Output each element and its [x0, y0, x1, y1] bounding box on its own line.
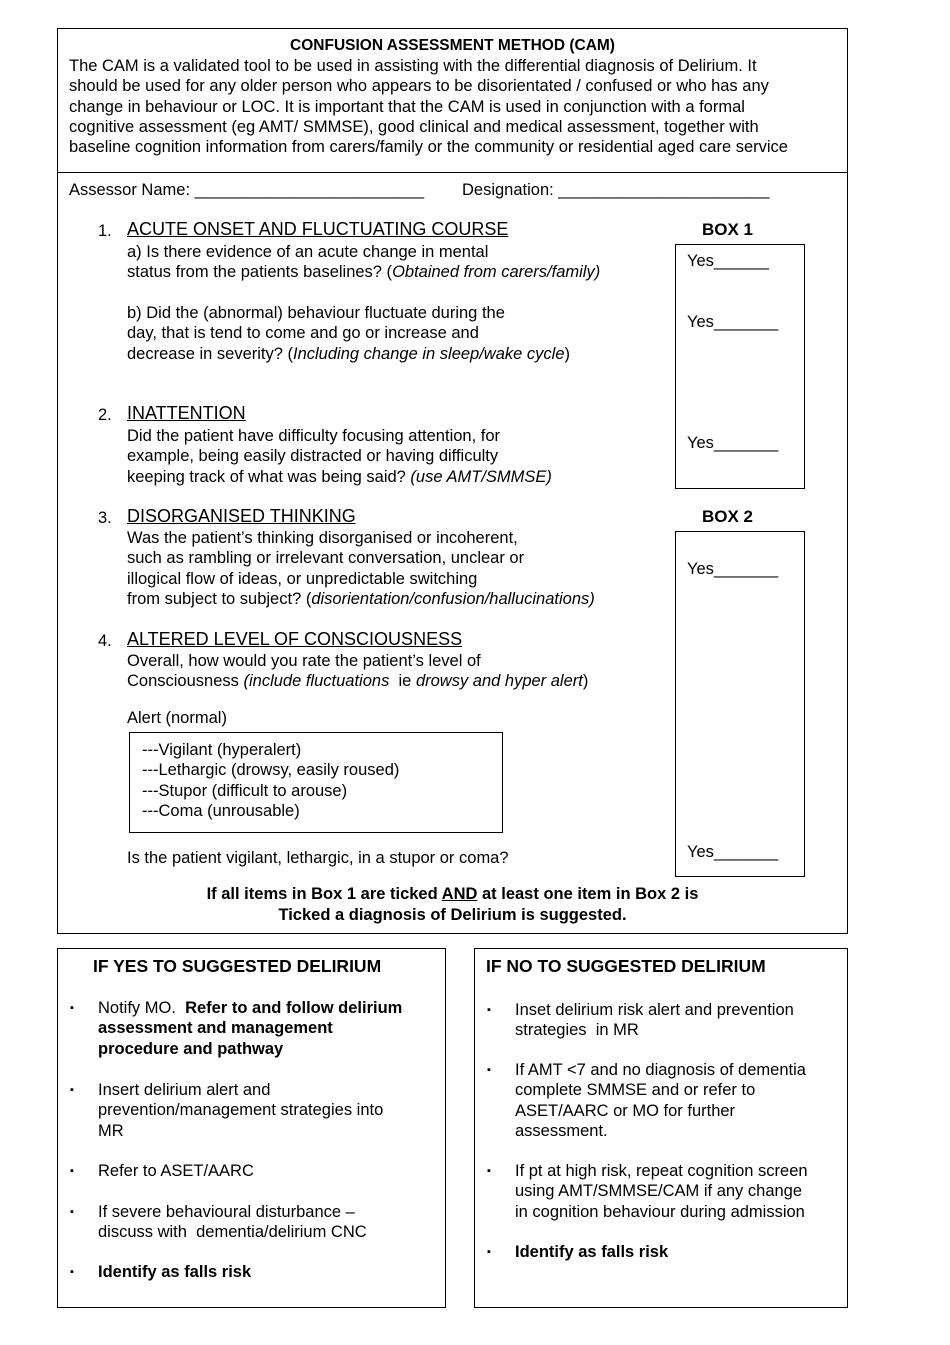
box-2-yes-consciousness[interactable]: Yes_______ [687, 843, 779, 861]
conclusion-text: at least one item in Box 2 is [477, 885, 699, 903]
no-item-line: If pt at high risk, repeat cognition screen [515, 1162, 808, 1180]
yes-item-refer-aset: Refer to ASET/AARC [98, 1162, 254, 1180]
intro-line: baseline cognition information from carers/family or the community or residential aged care service [69, 138, 788, 157]
yes-item-behavioural [98, 1202, 367, 1243]
no-item-line: using AMT/SMMSE/CAM if any change [515, 1182, 803, 1201]
bullet-icon: ▪ [487, 1165, 491, 1177]
box-2-label: BOX 2 [702, 507, 754, 526]
intro-line: change in behaviour or LOC. It is important that the CAM is used in conjunction with a formal [69, 97, 745, 116]
no-item-line: ASET/AARC or MO for further [515, 1101, 736, 1120]
bullet-icon: ▪ [70, 1084, 74, 1096]
item-1-question-b [127, 303, 570, 364]
no-item-falls-risk: Identify as falls risk [515, 1243, 669, 1261]
box-1-yes-inattention[interactable]: Yes_______ [687, 434, 779, 452]
no-item-high-risk [515, 1161, 808, 1222]
bullet-icon: ▪ [70, 1002, 74, 1014]
conclusion-text: If all items in Box 1 are ticked [206, 885, 442, 903]
yes-item-bold: assessment and management [98, 1019, 333, 1038]
item-2-line [127, 467, 552, 487]
intro-line: cognitive assessment (eg AMT/ SMMSE), good clinical and medical assessment, together with [69, 117, 759, 136]
yes-item-falls-risk: Identify as falls risk [98, 1263, 252, 1281]
item-2-line: Did the patient have difficulty focusing attention, for [127, 427, 501, 445]
header-divider [57, 172, 848, 173]
no-item-line: complete SMMSE and or refer to [515, 1081, 756, 1100]
item-1-title: ACUTE ONSET AND FLUCTUATING COURSE [127, 219, 509, 239]
box-2-yes-disorganised[interactable]: Yes_______ [687, 560, 779, 578]
item-3-number: 3. [98, 509, 112, 527]
item-1b-end: ) [564, 344, 571, 363]
yes-item-line: prevention/management strategies into [98, 1101, 384, 1120]
item-1-question-a [127, 242, 600, 283]
item-4-final-question: Is the patient vigilant, lethargic, in a stupor or coma? [127, 849, 509, 867]
yes-item-line: MR [98, 1121, 124, 1140]
item-2-note: (use AMT/SMMSE) [410, 467, 552, 486]
yes-item-line [98, 998, 402, 1018]
item-4-end: ) [582, 672, 589, 691]
item-4-text: ie [389, 672, 416, 691]
item-4-line: Overall, how would you rate the patient’s level of [127, 652, 481, 670]
item-4-note: (include fluctuations [243, 672, 390, 691]
bullet-icon: ▪ [70, 1206, 74, 1218]
item-1a-text: status from the patients baselines? ( [127, 263, 393, 282]
item-1b-text: decrease in severity? ( [127, 344, 293, 363]
item-1b-note: Including change in sleep/wake cycle [293, 344, 565, 363]
item-2-question [127, 426, 552, 487]
intro-line: should be used for any older person who appears to be disorientated / confused or who has any [69, 77, 769, 96]
item-2-title: INATTENTION [127, 403, 246, 423]
box-1-yes-acute-change[interactable]: Yes______ [687, 252, 769, 270]
item-3-text: from subject to subject? ( [127, 589, 312, 608]
yes-item-notify-mo [98, 998, 402, 1059]
item-1a-line [127, 262, 600, 282]
conclusion-and: AND [441, 885, 478, 903]
box-1-yes-fluctuation[interactable]: Yes_______ [687, 313, 779, 331]
item-1a-line: a) Is there evidence of an acute change in mental [127, 243, 489, 261]
yes-item-line: discuss with dementia/delirium CNC [98, 1223, 367, 1242]
yes-item-line: If severe behavioural disturbance – [98, 1203, 355, 1221]
yes-panel-title: IF YES TO SUGGESTED DELIRIUM [93, 956, 382, 976]
yes-item-insert-alert [98, 1080, 383, 1141]
item-3-note: disorientation/confusion/hallucinations) [311, 589, 595, 608]
bullet-icon: ▪ [70, 1266, 74, 1278]
no-item-line: Inset delirium risk alert and prevention [515, 1001, 794, 1019]
no-panel-title: IF NO TO SUGGESTED DELIRIUM [486, 956, 766, 976]
item-3-line: illogical flow of ideas, or unpredictable switching [127, 569, 478, 588]
item-1b-line [127, 344, 570, 364]
item-4-text: Consciousness [127, 672, 244, 691]
yes-item-bold: procedure and pathway [98, 1039, 284, 1058]
bullet-icon: ▪ [487, 1004, 491, 1016]
yes-item-bold: Refer to and follow delirium [185, 999, 403, 1017]
bullet-icon: ▪ [487, 1064, 491, 1076]
item-4-question [127, 651, 588, 692]
bullet-icon: ▪ [70, 1165, 74, 1177]
bullet-icon: ▪ [487, 1246, 491, 1258]
item-3-line: such as rambling or irrelevant conversation, unclear or [127, 549, 525, 568]
no-item-line: strategies in MR [515, 1021, 639, 1040]
item-2-text: keeping track of what was being said? [127, 467, 411, 486]
no-item-line: in cognition behaviour during admission [515, 1202, 805, 1221]
item-1a-source: Obtained from carers/family) [392, 263, 601, 282]
level-vigilant: ---Vigilant (hyperalert) [142, 741, 302, 759]
item-1b-line: b) Did the (abnormal) behaviour fluctuate during the [127, 304, 505, 322]
no-item-amt [515, 1060, 806, 1141]
item-3-line: Was the patient’s thinking disorganised or incoherent, [127, 529, 518, 547]
item-2-line: example, being easily distracted or having difficulty [127, 447, 499, 466]
level-stupor: ---Stupor (difficult to arouse) [142, 781, 348, 800]
alert-normal-label: Alert (normal) [127, 709, 227, 727]
designation-field[interactable]: Designation: _______________________ [462, 181, 770, 199]
consciousness-levels-list [142, 740, 399, 821]
item-3-question [127, 528, 595, 609]
box-2 [675, 531, 805, 877]
item-2-number: 2. [98, 406, 112, 424]
item-3-title: DISORGANISED THINKING [127, 506, 356, 526]
assessor-name-field[interactable]: Assessor Name: _________________________ [69, 181, 425, 199]
item-4-note: drowsy and hyper alert [415, 672, 583, 691]
item-1-number: 1. [98, 222, 112, 240]
conclusion-line-1 [57, 884, 848, 904]
item-3-line [127, 589, 595, 609]
no-item-risk-alert [515, 1000, 794, 1041]
no-item-line: If AMT <7 and no diagnosis of dementia [515, 1061, 806, 1079]
level-coma: ---Coma (unrousable) [142, 801, 300, 820]
conclusion-line-2: Ticked a diagnosis of Delirium is suggested. [278, 906, 627, 924]
no-item-line: assessment. [515, 1121, 608, 1140]
box-1-label: BOX 1 [702, 220, 754, 239]
item-4-line [127, 671, 588, 691]
item-4-title: ALTERED LEVEL OF CONSCIOUSNESS [127, 629, 463, 649]
page-title: CONFUSION ASSESSMENT METHOD (CAM) [290, 37, 615, 54]
intro-text [69, 56, 788, 157]
yes-item-text: Notify MO. [98, 999, 186, 1017]
intro-line: The CAM is a validated tool to be used in assisting with the differential diagnosis of Delirium. It [69, 57, 757, 75]
item-4-number: 4. [98, 632, 112, 650]
yes-item-line: Insert delirium alert and [98, 1081, 271, 1099]
item-1b-line: day, that is tend to come and go or increase and [127, 324, 479, 343]
level-lethargic: ---Lethargic (drowsy, easily roused) [142, 761, 400, 780]
